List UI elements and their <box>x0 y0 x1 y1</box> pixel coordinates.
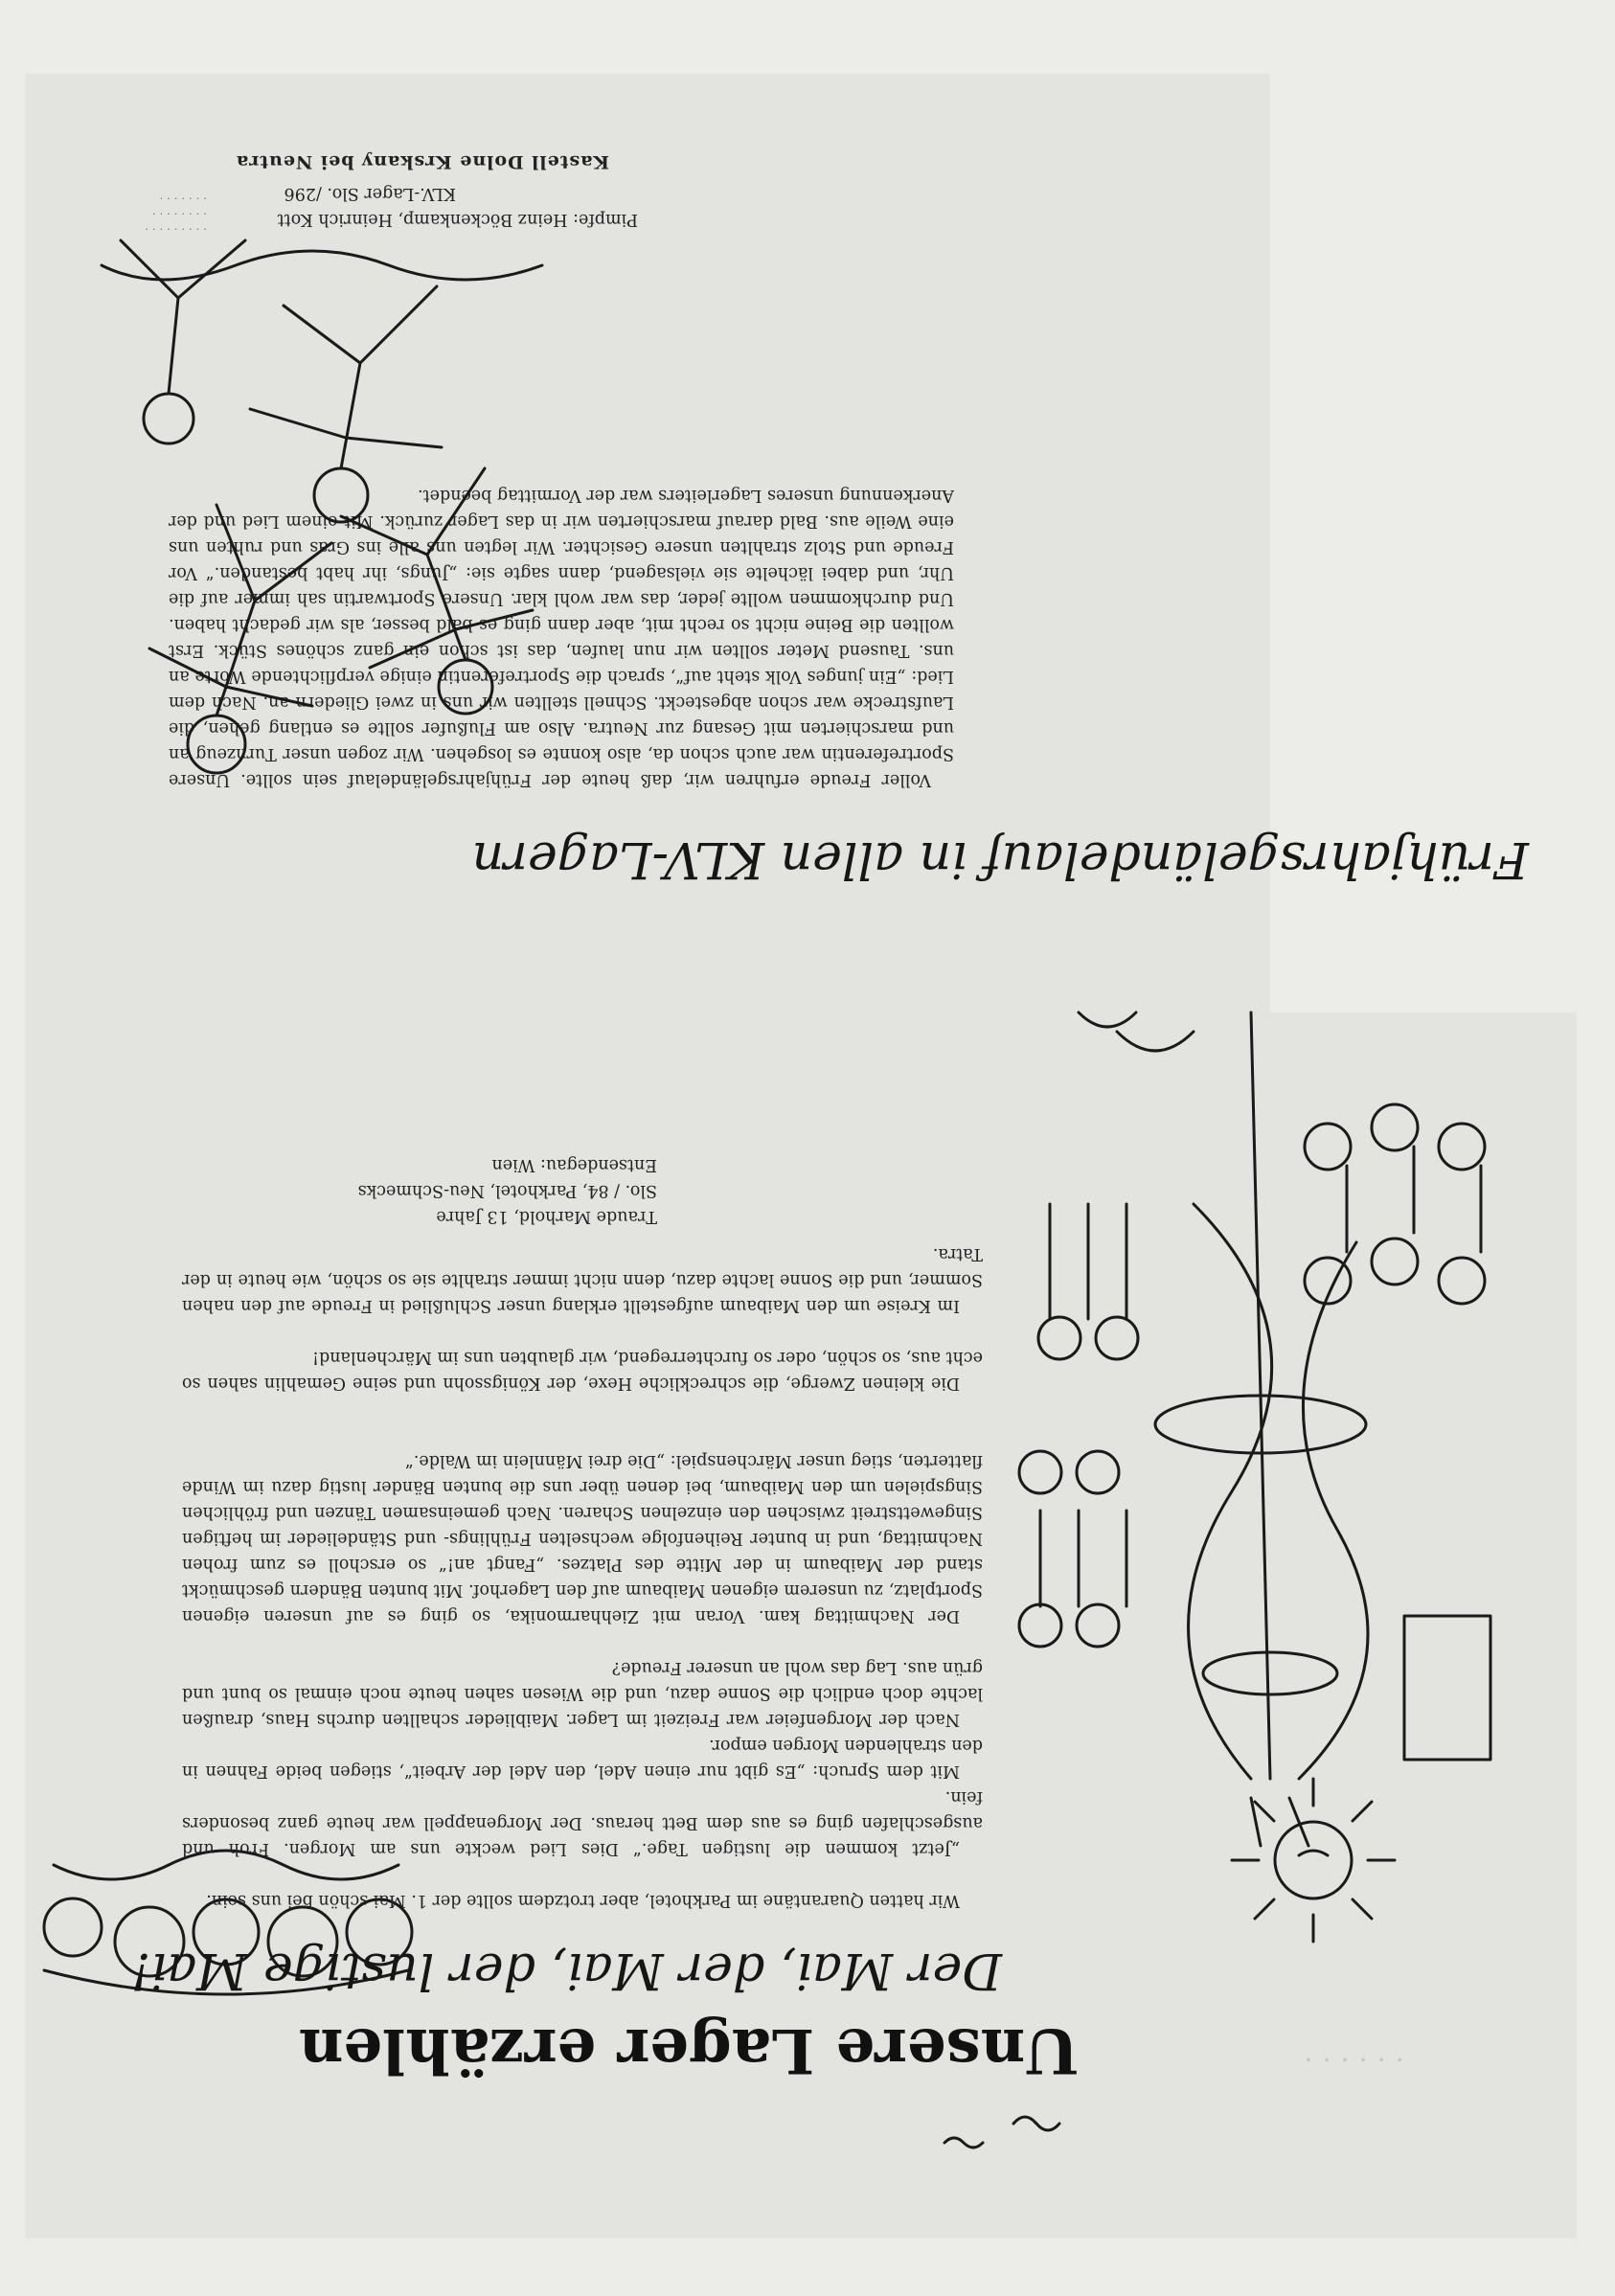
child-head <box>144 394 193 443</box>
dancers-row <box>1019 1204 1138 1647</box>
maypole-dance-illustration <box>1002 917 1538 1875</box>
story2-paragraph: Voller Freude erfuhren wir, daß heute der Frühjahrsgeländelauf sein sollte. Unsere Sportreferentin war auch schon da, also konnte es losgehen. Wir zogen unser Turnzeug an und marschierten mit Gesang zur Neutra. Also am Flußufer sollte es entlang gehen, die Laufstrecke war schon abgesteckt. Schnell stellten wir uns in zwei Gliedern an. Nach dem Lied: „Ein junges Volk steht auf“, sprach die Sportreferentin einige verpflichtende Worte an uns. Tausend Meter sollten wir nun laufen, das ist schon ein ganz schönes Stück. Erst wollten die Beine nicht so recht mit, aber dann ging es bald besser, als wir gedacht haben. Und durchkommen wollte jeder, das war wohl klar. Unsere Sportwartin sah immer auf die Uhr, und dabei lächelte sie vielsagend, dann sagte sie: „Jungs, ihr habt bestanden.“ Vor Freude und Stolz strahlten unsere Gesichter. Wir legten uns alle ins Gras und ruhten uns eine Weile aus. Bald darauf marschierten wir in das Lager zurück. Mit einem Lied und der Anerkennung unseres Lagerleiters war der Vormittag beendet. <box>169 486 954 789</box>
ribbon-1 <box>1299 1242 1368 1779</box>
running-children-illustration <box>82 208 580 802</box>
story1-paragraph: Im Kreise um den Maibaum aufgestellt erklang unser Schlußlied in Freude auf den nahen Sommer, und die Sonne lachte dazu, denn nicht immer strahlte sie so schön, wie heute in der Tatra. <box>182 1244 983 1315</box>
bird-doodles <box>925 2085 1079 2162</box>
story2-signature-line: Kastell Dolne Krskany bei Neutra <box>235 151 609 172</box>
child-head <box>439 660 492 714</box>
child-head <box>188 716 245 773</box>
child-body <box>341 468 533 668</box>
story1-paragraph: Mit dem Spruch: „Es gibt nur einen Adel, den Adel der Arbeit“, stiegen beide Fahnen in den strahlenden Morgen empor. <box>182 1736 983 1781</box>
story2-signature-line: Pimpfe: Heinz Böckenkamp, Heinrich Kott <box>277 210 638 229</box>
story1-signature-line: Slo. / 84, Parkhotel, Neu-Schmecks <box>357 1181 657 1200</box>
show-through-header: · · · · · · <box>1304 2042 1404 2076</box>
story2-signature-line: KLV.-Lager Slo. /296 <box>284 184 456 203</box>
child-body <box>121 240 245 394</box>
story1-paragraph: Der Nachmittag kam. Voran mit Ziehharmonika, so ging es auf unseren eigenen Sportplatz, zu unserem eigenen Maibaum auf den Lagerhof. Mit bunten Bändern geschmückt stand der Maibaum in der Mitte des Platzes. „Fangt an!“ so erscholl es zum frohen Nachmittag, und in bunter Reihenfolge wechselten Frühlings- und Ständelieder im heftigen Singewettstreit zwischen den einzelnen Scharen. Nach gemeinsamen Tänzen und fröhlichen Singspielen um den Maibaum, bei denen über uns die bunten Bänder lustig dazu im Winde flatterten, stieg unser Märchenspiel: „Die drei Männlein im Walde.“ <box>182 1451 983 1625</box>
story1-signature-line: Entsendegau: Wien <box>491 1155 657 1174</box>
story1-paragraph: Wir hatten Quarantäne im Parkhotel, aber trotzdem sollte der 1. Mai schön bei uns sein. <box>206 1891 960 1910</box>
story1-paragraph: „Jetzt kommen die lustigen Tage.“ Dies Lied weckte uns am Morgen. Froh und ausgeschlafen ging es aus dem Bett heraus. Der Morgenappell war heute ganz besonders fein. <box>182 1787 983 1858</box>
children-bottom-row <box>1305 1104 1485 1304</box>
story1-title: Der Mai, der Mai, der lustige Mai! <box>130 1942 1002 1999</box>
story1-paragraph: Die kleinen Zwerge, die schreckliche Hexe, der Königssohn und seine Gemahlin sahen so echt aus, so schön, oder so furchterregend, wir glaubten uns im Märchenland! <box>182 1348 983 1393</box>
show-through-corner: · · · · · · · · · · · · · · · · · · · · · · · · <box>145 192 207 236</box>
child-body <box>250 286 442 468</box>
harmonica-player <box>1404 1616 1490 1760</box>
child-body <box>149 505 331 716</box>
story1-signature-line: Traude Marhold, 13 Jahre <box>436 1207 657 1226</box>
story2-title: Frühjahrsgeländelauf in allen KLV-Lagern <box>471 830 1529 888</box>
story1-body <box>182 955 983 1913</box>
child-head <box>314 468 368 522</box>
pole-top <box>1251 1798 1308 1846</box>
wreath-top <box>1203 1652 1337 1694</box>
bird-stroke-a <box>1013 2117 1059 2130</box>
flowers <box>1079 1012 1194 1051</box>
grass-line <box>102 251 542 280</box>
page-masthead: Unsere Lager erzählen <box>298 2014 1079 2086</box>
story1-paragraph: Nach der Morgenfeier war Freizeit im Lager. Maiblieder schallten durchs Haus, draußen lachte doch endlich die Sonne dazu, und die Wiesen sahen heute noch einmal so bunt und grün aus. Lag das wohl an unserer Freude? <box>182 1658 983 1729</box>
bird-stroke-b <box>944 2138 983 2148</box>
